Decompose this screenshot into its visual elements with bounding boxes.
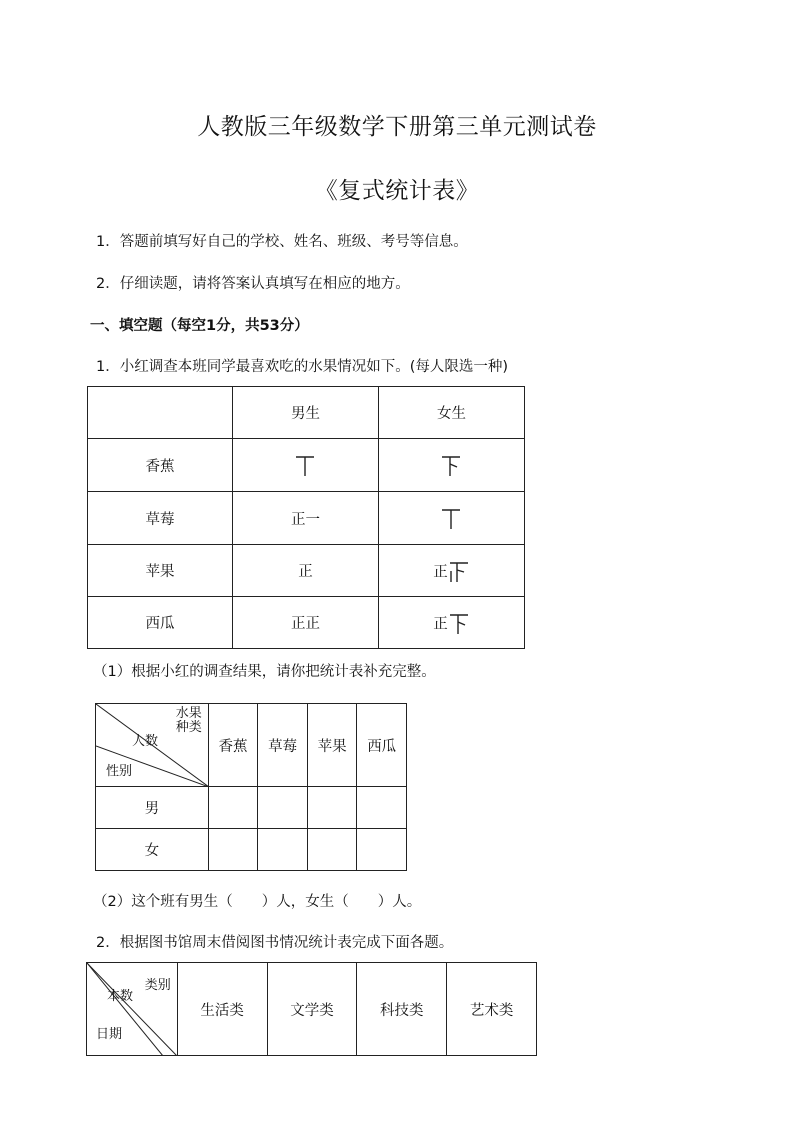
library-corner-count: 本数 (107, 989, 134, 1004)
library-corner-date: 日期 (96, 1027, 123, 1042)
blank-cell[interactable] (307, 829, 357, 871)
library-header-life: 生活类 (177, 963, 267, 1056)
blank-cell[interactable] (258, 829, 308, 871)
tally-mark-2 (232, 439, 378, 492)
blank-cell[interactable] (307, 787, 357, 829)
blank-cell[interactable] (357, 787, 407, 829)
blank-cell[interactable] (208, 829, 258, 871)
library-diagonal-header (87, 963, 178, 1056)
tally-header-girls: 女生 (378, 387, 524, 439)
corner-label-fruit-type-line2: 种类 (175, 720, 202, 735)
document-title: 人教版三年级数学下册第三单元测试卷 (197, 114, 597, 140)
question-1-text: 1．小红调查本班同学最喜欢吃的水果情况如下。(每人限选一种) (96, 359, 509, 375)
tally-row-label: 草莓 (88, 492, 233, 545)
library-corner-category: 类别 (144, 978, 171, 993)
corner-label-gender: 性别 (106, 764, 133, 779)
library-header-literature: 文学类 (267, 963, 357, 1056)
blank-cell[interactable] (208, 787, 258, 829)
tally-row-label: 苹果 (88, 545, 233, 597)
library-header-art: 艺术类 (447, 963, 537, 1056)
library-diagonal-lines (87, 963, 177, 1056)
tally-mark-5: 正 (232, 545, 378, 597)
tally-mark-8: 正 (378, 597, 524, 649)
diagonal-header-cell (96, 704, 209, 787)
tally-table (87, 386, 525, 649)
tally-header-boys: 男生 (232, 387, 378, 439)
blank-cell[interactable] (258, 787, 308, 829)
question-2-text: 2．根据图书馆周末借阅图书情况统计表完成下面各题。 (96, 935, 454, 951)
tally-mark-10: 正正 (232, 597, 378, 649)
tally-mark-2 (378, 492, 524, 545)
section-heading: 一、填空题（每空1分，共53分） (90, 318, 309, 334)
tally-header-blank (88, 387, 233, 439)
fill-row-label-male: 男 (96, 787, 209, 829)
corner-label-fruit-type-line1: 水果 (175, 706, 202, 721)
tally-mark-6: 正一 (232, 492, 378, 545)
fill-table (95, 703, 407, 871)
library-table (86, 962, 537, 1056)
fill-header-watermelon: 西瓜 (357, 704, 407, 787)
fill-header-banana: 香蕉 (208, 704, 258, 787)
tally-row-label: 西瓜 (88, 597, 233, 649)
fill-header-apple: 苹果 (307, 704, 357, 787)
question-1-sub-2: （2）这个班有男生（ ）人，女生（ ）人。 (93, 894, 422, 910)
question-1-sub-1: （1）根据小红的调查结果，请你把统计表补充完整。 (93, 664, 436, 680)
fill-row-label-female: 女 (96, 829, 209, 871)
tally-row-label: 香蕉 (88, 439, 233, 492)
tally-mark-9: 正 (378, 545, 524, 597)
fill-header-strawberry: 草莓 (258, 704, 308, 787)
corner-label-count: 人数 (132, 734, 159, 749)
document-subtitle: 《复式统计表》 (314, 178, 480, 204)
library-header-science: 科技类 (357, 963, 447, 1056)
instruction-1: 1．答题前填写好自己的学校、姓名、班级、考号等信息。 (96, 234, 468, 250)
instruction-2: 2．仔细读题，请将答案认真填写在相应的地方。 (96, 276, 410, 292)
blank-cell[interactable] (357, 829, 407, 871)
tally-mark-3 (378, 439, 524, 492)
